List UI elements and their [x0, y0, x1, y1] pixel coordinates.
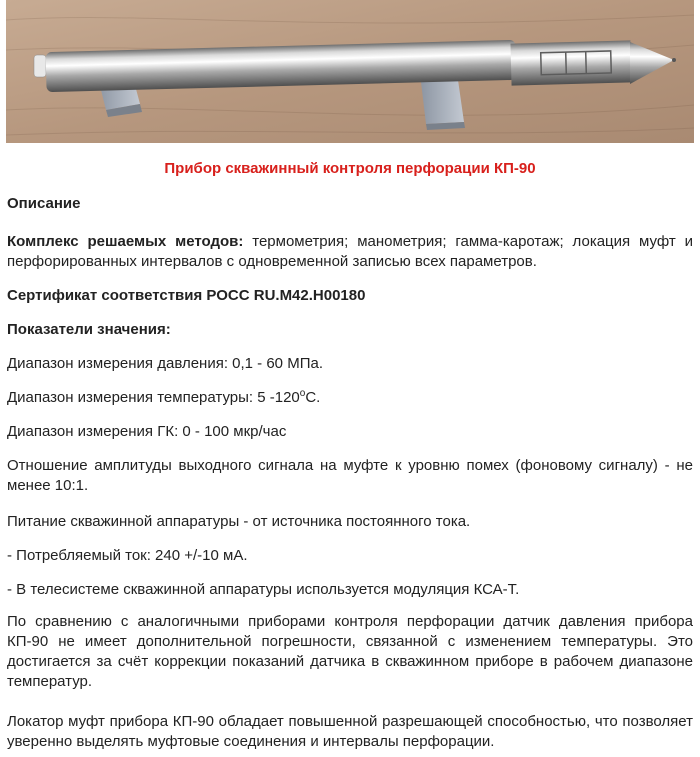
methods-label: Комплекс решаемых методов: — [7, 233, 244, 250]
comparison-paragraph: По сравнению с аналогичными приборами контроля перфорации датчик давления прибора КП-90 не имеет дополнительной погрешности, связанной с изменением температуры. Это достигается за счёт коррекции показаний датчика в скважинном приборе в рабочем диапазоне температур. — [7, 613, 693, 690]
temperature-range-unit: С. — [305, 389, 321, 406]
signal-ratio: Отношение амплитуды выходного сигнала на муфте к уровню помех (фоновому сигналу) - не менее 10:1. — [7, 457, 693, 494]
current-consumption: - Потребляемый ток: 240 +/-10 мА. — [7, 547, 248, 564]
locator-paragraph: Локатор муфт прибора КП-90 обладает повышенной разрешающей способностью, что позволяет уверенно выделять муфтовые соединения и интервалы перфорации. — [7, 713, 693, 750]
description-heading: Описание — [7, 195, 81, 212]
product-photo — [6, 0, 694, 143]
temperature-range-value: Диапазон измерения температуры: 5 -120 — [7, 389, 300, 406]
page-title: Прибор скважинный контроля перфорации КП-90 — [164, 160, 536, 177]
temperature-range — [7, 388, 693, 408]
gamma-range: Диапазон измерения ГК: 0 - 100 мкр/час — [7, 423, 287, 440]
power-supply: Питание скважинной аппаратуры - от источника постоянного тока. — [7, 513, 471, 530]
degree-mark: o — [299, 388, 306, 399]
certificate-line: Сертификат соответствия РОСС RU.М42.Н00180 — [7, 287, 366, 304]
methods-paragraph — [7, 232, 693, 272]
indicators-heading: Показатели значения: — [7, 321, 171, 338]
borehole-tool-illustration — [6, 0, 694, 143]
pressure-range: Диапазон измерения давления: 0,1 - 60 МПа. — [7, 355, 323, 372]
modulation-info: - В телесистеме скважинной аппаратуры используется модуляция КСА-Т. — [7, 581, 520, 598]
methods-text: термометрия; манометрия; гамма-каротаж; локация муфт и перфорированных интервалов с одновременной записью всех параметров. — [7, 233, 693, 270]
